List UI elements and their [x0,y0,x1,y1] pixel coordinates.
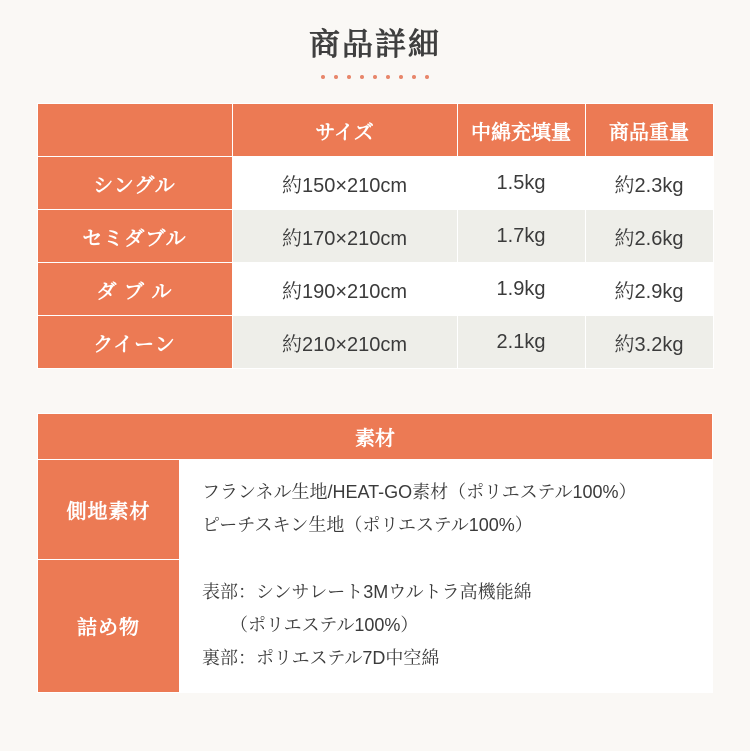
dot-icon [412,75,416,79]
row-label-single: シングル [37,157,232,210]
cell-filling: 1.9kg [457,263,585,316]
cell-filling: 2.1kg [457,316,585,369]
cell-shell-material [180,460,713,560]
cell-filling: 1.7kg [457,210,585,263]
table-row [37,210,713,263]
column-header-filling: 中綿充填量 [457,104,585,157]
material-line: フランネル生地/HEAT-GO素材（ポリエステル100%） [202,482,637,503]
row-label-queen: クイーン [37,316,232,369]
table-row [37,157,713,210]
row-label-semi-double: セミダブル [37,210,232,263]
specification-table [37,103,714,369]
column-header-weight: 商品重量 [585,104,713,157]
cell-size: 約210×210cm [232,316,457,369]
page-title: 商品詳細 [309,27,441,62]
table-header-row [37,104,713,157]
dot-icon [425,75,429,79]
dot-icon [360,75,364,79]
dot-icon [321,75,325,79]
material-line: 裏部：ポリエステル7D中空綿 [202,648,440,669]
cell-filling: 1.5kg [457,157,585,210]
material-line: 表部：シンサレート3Mウルトラ高機能綿 [202,581,532,602]
dot-icon [373,75,377,79]
cell-weight: 約2.9kg [585,263,713,316]
dot-icon [386,75,390,79]
material-line: ピーチスキン生地（ポリエステル100%） [202,515,533,536]
row-label-shell-material: 側地素材 [38,460,180,560]
column-header-size: サイズ [232,104,457,157]
cell-weight: 約3.2kg [585,316,713,369]
row-label-double: ダ ブ ル [37,263,232,316]
material-table-header: 素材 [38,414,713,460]
dot-icon [334,75,338,79]
cell-weight: 約2.6kg [585,210,713,263]
material-table [37,413,713,692]
material-header-row [38,414,713,460]
page-title-section [0,0,750,79]
cell-size: 約150×210cm [232,157,457,210]
table-row [37,316,713,369]
column-header-blank [37,104,232,157]
dot-icon [399,75,403,79]
cell-weight: 約2.3kg [585,157,713,210]
table-row [38,460,713,560]
cell-size: 約190×210cm [232,263,457,316]
material-line-indented: （ポリエステル100%） [230,615,419,636]
dot-icon [347,75,351,79]
decorative-dot-divider [0,75,750,79]
cell-size: 約170×210cm [232,210,457,263]
row-label-filling-material: 詰め物 [38,559,180,692]
cell-filling-material [180,559,713,692]
table-row [37,263,713,316]
table-row [38,559,713,692]
